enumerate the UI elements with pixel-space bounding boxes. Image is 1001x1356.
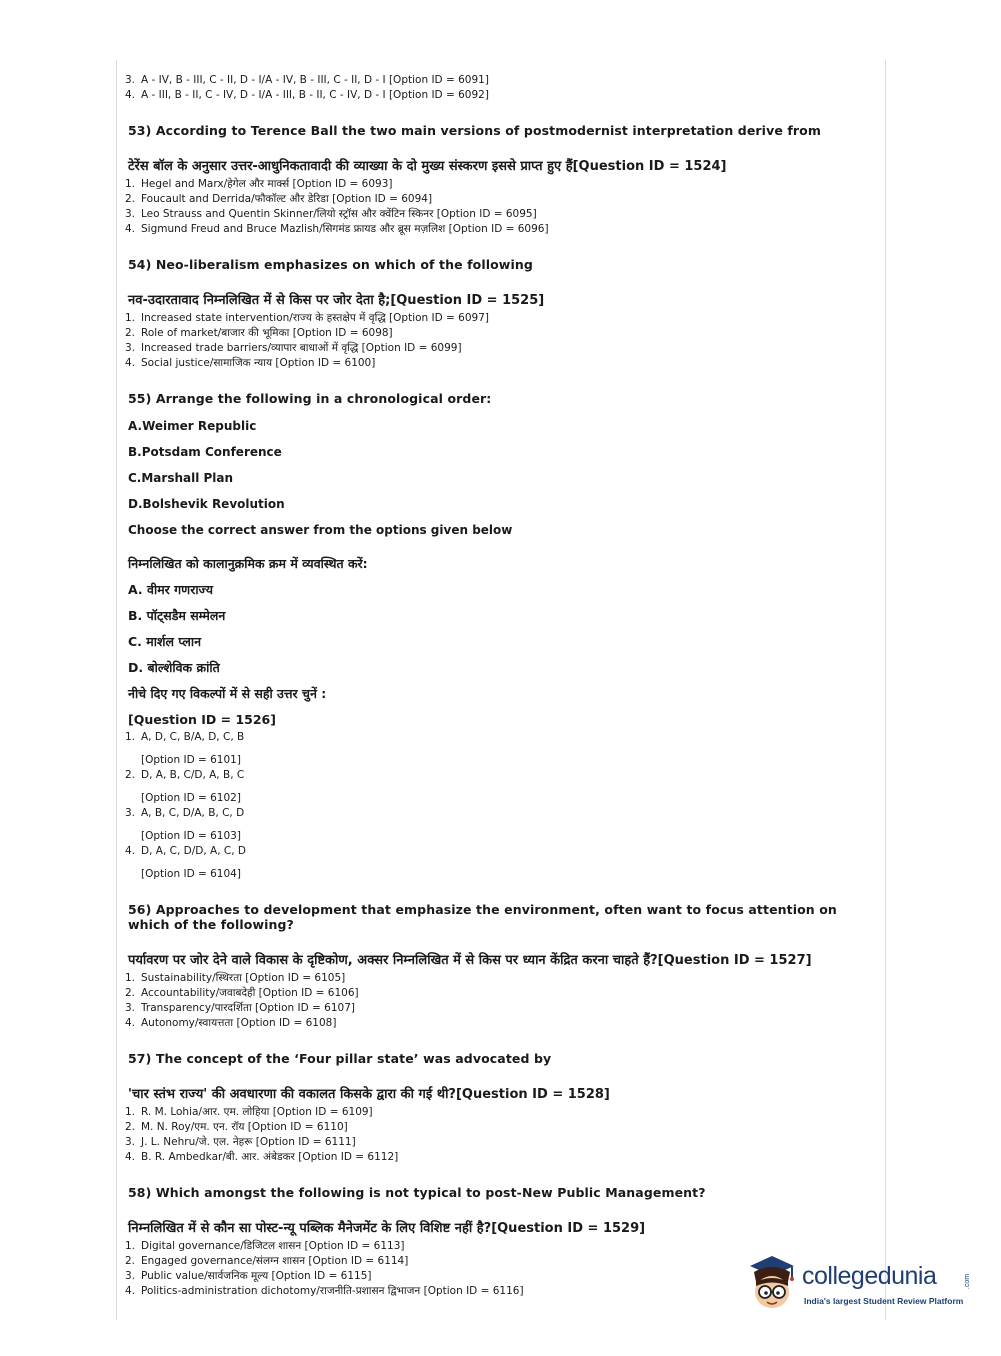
question-text-hi: 'चार स्तंभ राज्य' की अवधारणा की वकालत किसके द्वारा की गई थी?[Question ID = 1528] <box>128 1087 610 1102</box>
collegedunia-logo[interactable] <box>742 1250 972 1315</box>
list-item: C. मार्शल प्लान <box>128 634 202 649</box>
question-text-en: 55) Arrange the following in a chronological order: <box>128 391 492 406</box>
list-item: A. वीमर गणराज्य <box>128 582 213 597</box>
option: 2. Accountability/जवाबदेही [Option ID = 6106] <box>125 987 359 999</box>
option: 4. Sigmund Freud and Bruce Mazlish/सिगमंड फ्रायड और ब्रूस मज़लिश [Option ID = 6096] <box>125 223 549 235</box>
question-text-hi: पर्यावरण पर जोर देने वाले विकास के दृष्टिकोण, अक्सर निम्नलिखित में से किस पर ध्यान केंद्रित करना चाहते हैं?[Question ID = 1527] <box>128 953 812 968</box>
question-text-hi: टेरेंस बॉल के अनुसार उत्तर-आधुनिकतावादी की व्याख्या के दो मुख्य संस्करण इससे प्राप्त हुए हैं[Question ID = 1524] <box>128 159 727 174</box>
instruction-en: Choose the correct answer from the options given below <box>128 523 513 537</box>
option: 1. Digital governance/डिजिटल शासन [Option ID = 6113] <box>125 1240 405 1252</box>
question-id: [Question ID = 1526] <box>128 712 276 727</box>
question-54 <box>125 257 875 371</box>
list-item: D. बोल्शेविक क्रांति <box>128 660 220 675</box>
option: 3. Leo Strauss and Quentin Skinner/लियो स्ट्रॉस और क्वेंटिन स्किनर [Option ID = 6095] <box>125 208 537 220</box>
brand-domain: .com <box>964 1273 972 1290</box>
question-text-hi: निम्नलिखित में से कौन सा पोस्ट-न्यू पब्लिक मैनेजमेंट के लिए विशिष्ट नहीं है?[Question ID = 1529] <box>128 1221 646 1236</box>
option: 4. Social justice/सामाजिक न्याय [Option ID = 6100] <box>125 357 376 369</box>
option: 4. Autonomy/स्वायत्तता [Option ID = 6108] <box>125 1017 337 1029</box>
question-57 <box>125 1051 875 1165</box>
question-text-en: 56) Approaches to development that emphasize the environment, often want to focus attention on which of the following? <box>128 902 837 932</box>
brand-name: collegedunia <box>802 1262 937 1290</box>
question-text-hi: निम्नलिखित को कालानुक्रमिक क्रम में व्यवस्थित करें: <box>128 556 368 571</box>
option: 2. Role of market/बाजार की भूमिका [Option ID = 6098] <box>125 327 393 339</box>
list-item: A.Weimer Republic <box>128 419 257 433</box>
option: 3. J. L. Nehru/जे. एल. नेहरू [Option ID = 6111] <box>125 1136 356 1148</box>
list-item: C.Marshall Plan <box>128 471 234 485</box>
list-item: B.Potsdam Conference <box>128 445 282 459</box>
option: 2. Foucault and Derrida/फौकॉल्ट और डेरिडा [Option ID = 6094] <box>125 193 433 205</box>
list-item: D.Bolshevik Revolution <box>128 497 285 511</box>
option: 3. A, B, C, D/A, B, C, D [Option ID = 6103] <box>125 807 245 842</box>
question-text-en: 54) Neo-liberalism emphasizes on which of the following <box>128 257 533 272</box>
option: 2. Engaged governance/संलग्न शासन [Option ID = 6114] <box>125 1255 409 1267</box>
option: 4. D, A, C, D/D, A, C, D [Option ID = 6104] <box>125 845 246 880</box>
question-53 <box>125 123 875 237</box>
mascot-icon <box>742 1252 802 1312</box>
option: 3. Transparency/पारदर्शिता [Option ID = 6107] <box>125 1002 355 1014</box>
instruction-hi: नीचे दिए गए विकल्पों में से सही उत्तर चुनें : <box>128 686 327 701</box>
option: 1. R. M. Lohia/आर. एम. लोहिया [Option ID = 6109] <box>125 1106 373 1118</box>
option: 4. Politics-administration dichotomy/राजनीति-प्रशासन द्विभाजन [Option ID = 6116] <box>125 1285 524 1297</box>
option: 4. B. R. Ambedkar/बी. आर. अंबेडकर [Option ID = 6112] <box>125 1151 399 1163</box>
option: 3. Public value/सार्वजनिक मूल्य [Option ID = 6115] <box>125 1270 372 1282</box>
question-paper <box>125 73 875 1299</box>
prev-question-options <box>125 73 875 103</box>
option: 1. Hegel and Marx/हेगेल और मार्क्स [Option ID = 6093] <box>125 178 393 190</box>
option: 3. A - IV, B - III, C - II, D - I/A - IV, B - III, C - II, D - I [Option ID = 6091] <box>125 74 489 86</box>
brand-tagline: India's largest Student Review Platform <box>804 1296 964 1306</box>
question-text-hi: नव-उदारतावाद निम्नलिखित में से किस पर जोर देता है;[Question ID = 1525] <box>128 293 545 308</box>
option: 4. A - III, B - II, C - IV, D - I/A - III, B - II, C - IV, D - I [Option ID = 6092] <box>125 89 489 101</box>
question-text-en: 58) Which amongst the following is not typical to post-New Public Management? <box>128 1185 706 1200</box>
question-text-en: 57) The concept of the ‘Four pillar state’ was advocated by <box>128 1051 552 1066</box>
list-item: B. पॉट्सडैम सम्मेलन <box>128 608 226 623</box>
option: 1. Increased state intervention/राज्य के हस्तक्षेप में वृद्धि [Option ID = 6097] <box>125 312 489 324</box>
question-55 <box>125 391 875 882</box>
option: 2. D, A, B, C/D, A, B, C [Option ID = 6102] <box>125 769 245 804</box>
option: 1. A, D, C, B/A, D, C, B [Option ID = 6101] <box>125 731 245 766</box>
option: 1. Sustainability/स्थिरता [Option ID = 6105] <box>125 972 346 984</box>
question-56 <box>125 902 875 1031</box>
option: 3. Increased trade barriers/व्यापार बाधाओं में वृद्धि [Option ID = 6099] <box>125 342 462 354</box>
question-text-en: 53) According to Terence Ball the two main versions of postmodernist interpretation derive from <box>128 123 821 138</box>
option: 2. M. N. Roy/एम. एन. रॉय [Option ID = 6110] <box>125 1121 348 1133</box>
